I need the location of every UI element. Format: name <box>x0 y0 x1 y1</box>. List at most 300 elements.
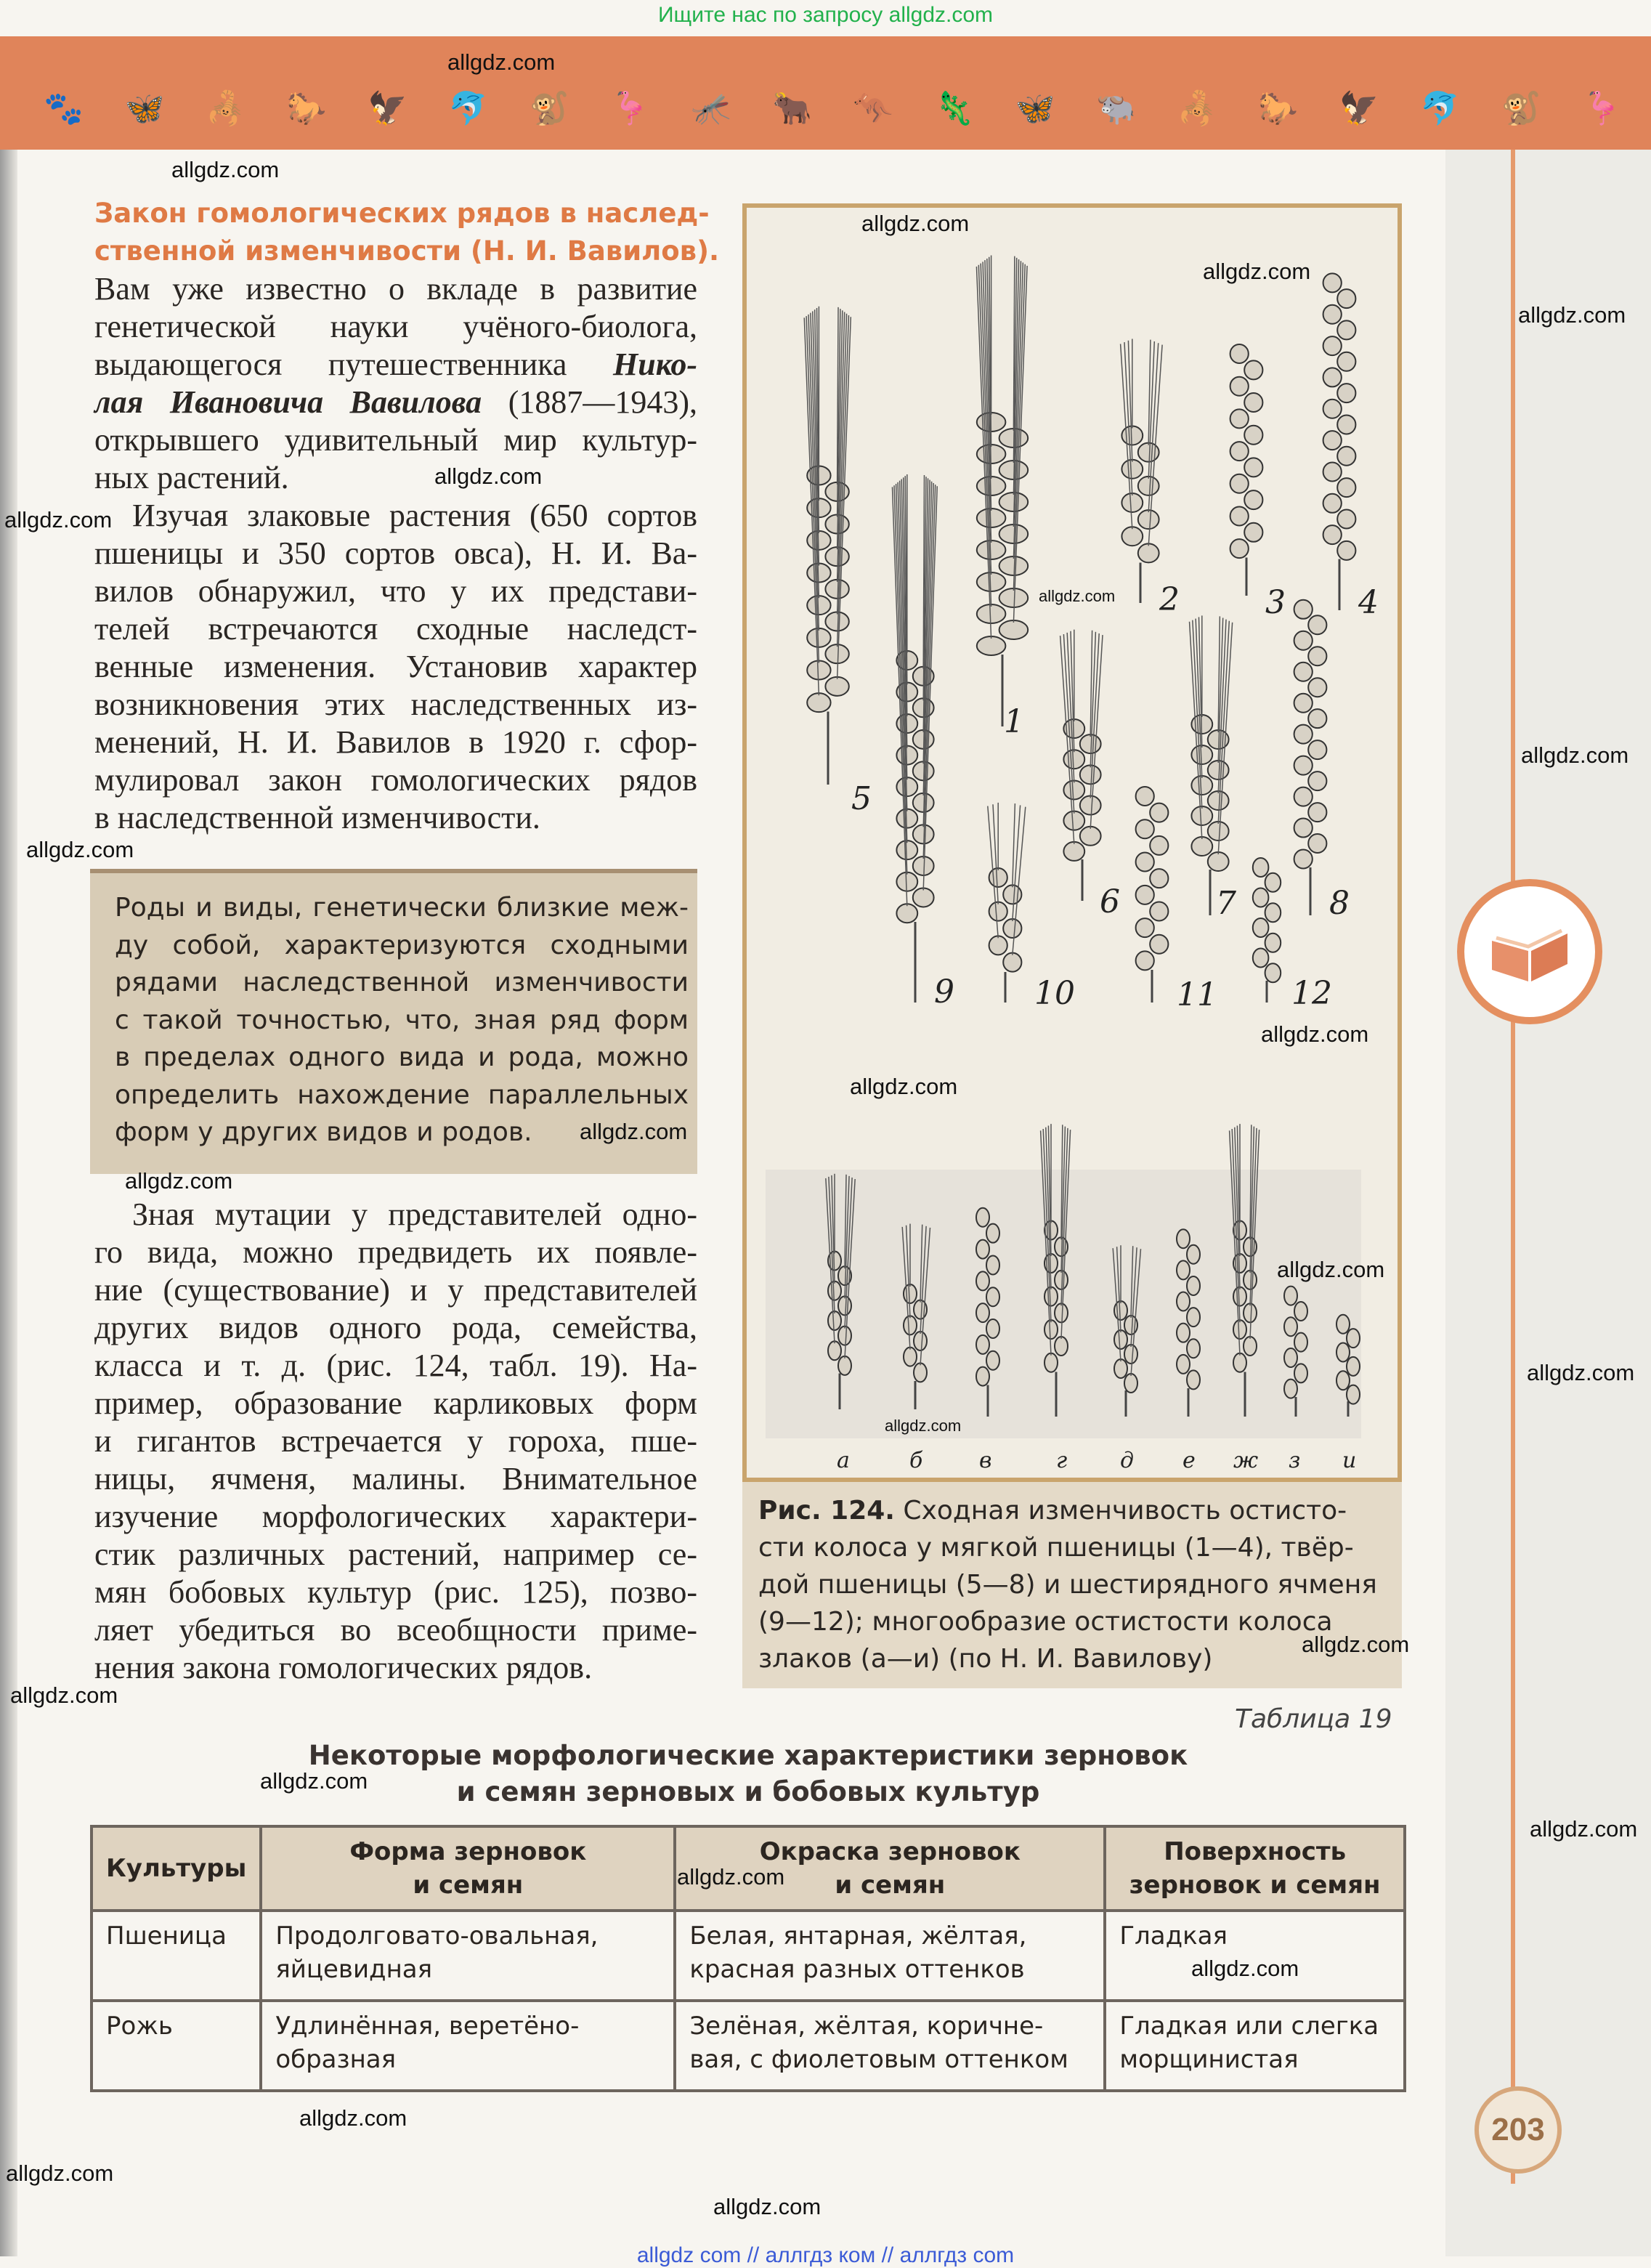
text-line: венные изменения. Установив характер <box>94 649 697 684</box>
animal-silhouettes-icon: 🐾 🦋 🦂 🐎 🦅 🐬 🐒 🦩 🦟 🐂 🦘 🦎 🦋 🐃 🦂 🐎 🦅 🐬 🐒 🦩 <box>44 91 1622 126</box>
watermark: allgdz.com <box>1039 587 1116 605</box>
spikelet <box>1253 858 1269 877</box>
spikelet <box>1136 951 1154 970</box>
spikelet <box>986 1287 999 1306</box>
spike-number-label: 11 <box>1177 976 1217 1013</box>
text-line: ляет убедиться во всеобщности приме- <box>94 1612 697 1648</box>
spikelet <box>1136 787 1154 806</box>
spikelet <box>1253 888 1269 907</box>
spikelet <box>1265 963 1281 982</box>
spikelet <box>1208 822 1229 841</box>
spikelet <box>1136 918 1154 937</box>
spikelet <box>1063 842 1084 861</box>
spikelet <box>1294 694 1313 713</box>
text-line: стик различных растений, например се- <box>94 1536 697 1572</box>
spikelet <box>1136 853 1154 872</box>
text-line: ницы, ячменя, малины. Внимательное <box>94 1461 697 1497</box>
margin-line <box>1511 150 1515 2184</box>
table-row <box>92 2001 1405 2091</box>
spike-number-label: 5 <box>851 780 872 817</box>
spikelet <box>1114 1301 1127 1320</box>
spikelet <box>976 1303 989 1322</box>
spikelet <box>1294 1333 1307 1352</box>
spikelet <box>1308 803 1326 822</box>
spikelet <box>1323 400 1342 418</box>
page-number: 203 <box>1474 2086 1562 2174</box>
text-line: других видов одного рода, семейства, <box>94 1310 697 1345</box>
spikelet <box>999 588 1029 607</box>
spikelet <box>1187 1339 1200 1358</box>
spikelet <box>1150 869 1168 888</box>
text-line: ных растений. <box>94 460 289 495</box>
spikelet <box>1055 1303 1068 1322</box>
watermark: allgdz.com <box>850 1074 958 1099</box>
spikelet <box>989 936 1007 955</box>
spikelet <box>904 1348 917 1366</box>
spikelet <box>977 604 1006 623</box>
spikelet <box>1230 442 1249 461</box>
watermark: allgdz.com <box>1261 1021 1369 1047</box>
spikelet <box>1121 493 1143 512</box>
spikelet <box>1284 1287 1297 1305</box>
spikelet <box>1233 1287 1246 1306</box>
table-cell: Пшеница <box>92 1911 261 2001</box>
footer-links[interactable]: allgdz com // аллгдз ком // аллгдз com <box>636 2243 1015 2267</box>
spikelet <box>1187 1245 1200 1264</box>
spikelet <box>1177 1229 1190 1248</box>
spikelet <box>1230 409 1249 428</box>
spikelet <box>1063 750 1084 769</box>
text-line: изучение морфологических характери- <box>94 1499 697 1534</box>
spikelet <box>1150 836 1168 855</box>
spikelet <box>1284 1317 1297 1336</box>
spikelet <box>1337 320 1355 339</box>
spikelet <box>986 1224 999 1243</box>
letter-label: з <box>1289 1448 1301 1473</box>
caption-line: дой пшеницы (5—8) и шестирядного ячменя <box>758 1570 1377 1600</box>
spikelet <box>1347 1357 1360 1376</box>
spikelet <box>1294 819 1313 838</box>
spikelet <box>1177 1260 1190 1279</box>
spikelet <box>1044 1287 1058 1306</box>
spikelet <box>1150 803 1168 822</box>
spikelet <box>914 1332 927 1350</box>
spikelet <box>1347 1329 1360 1348</box>
spikelet <box>1044 1353 1058 1372</box>
watermark: allgdz.com <box>1191 1956 1299 1981</box>
letter-label: д <box>1120 1448 1135 1473</box>
watermark: allgdz.com <box>10 1682 118 1708</box>
watermark: allgdz.com <box>861 211 970 236</box>
top-note: Ищите нас по запросу allgdz.com <box>657 3 994 27</box>
watermark: allgdz.com <box>1302 1632 1410 1657</box>
spikelet <box>825 677 848 696</box>
spikelet <box>896 809 917 828</box>
spikelet <box>1337 447 1355 466</box>
watermark: allgdz.com <box>580 1119 688 1144</box>
spikelet <box>807 628 830 647</box>
spikelet <box>1208 852 1229 871</box>
spikelet <box>1055 1337 1068 1356</box>
spikelet <box>1323 494 1342 513</box>
spike-number-label: 10 <box>1034 975 1075 1012</box>
text-line: в пределах одного вида и рода, можно <box>115 1042 689 1072</box>
spikelet <box>1191 806 1212 825</box>
spikelet <box>1187 1276 1200 1295</box>
spikelet <box>904 1316 917 1335</box>
spikelet <box>1138 477 1159 495</box>
watermark: allgdz.com <box>6 2160 114 2186</box>
text-line: мулировал закон гомологических рядов <box>94 762 697 798</box>
table-cell: Гладкая <box>1105 1911 1405 2001</box>
paragraph-3 <box>94 1196 697 1687</box>
spikelet <box>976 1367 989 1386</box>
spikelet <box>1124 1345 1137 1364</box>
column-header: Культуры <box>92 1826 261 1911</box>
wheat-spikes-illustration <box>747 208 1398 1478</box>
text-line: открывшего удивительный мир культур- <box>94 422 697 458</box>
watermark: allgdz.com <box>1277 1257 1385 1282</box>
watermark: allgdz.com <box>1518 302 1626 328</box>
awn <box>993 804 998 904</box>
spikelet <box>1294 600 1313 619</box>
spikelet <box>896 904 917 923</box>
spikelet <box>1337 289 1355 308</box>
text-line: пример, образование карликовых форм <box>94 1385 697 1421</box>
spike-number-label: 6 <box>1100 883 1120 920</box>
spikelet <box>1244 523 1262 542</box>
text-line: Роды и виды, генетически близкие меж- <box>115 893 689 923</box>
watermark: allgdz.com <box>1530 1816 1638 1842</box>
page-edge <box>0 150 17 2256</box>
spikelet <box>1177 1355 1190 1374</box>
spikelet <box>828 1281 841 1300</box>
spikelet <box>838 1327 851 1345</box>
title-line: и семян зерновых и бобовых культур <box>456 1776 1040 1807</box>
spikelet <box>1323 462 1342 481</box>
spikelet <box>913 856 934 875</box>
section-heading <box>94 195 720 270</box>
spikelet <box>1265 933 1281 952</box>
spikelet <box>1337 384 1355 402</box>
spikelet <box>1244 458 1262 477</box>
spikelet <box>1294 787 1313 806</box>
spikelet <box>1230 506 1249 525</box>
spikelet <box>1244 490 1262 509</box>
spikelet <box>1233 1353 1246 1372</box>
column-header: Форма зерновок и семян <box>261 1826 675 1911</box>
watermark: allgdz.com <box>26 837 134 862</box>
spikelet <box>1080 827 1101 846</box>
spikelet <box>986 1351 999 1370</box>
spikelet <box>1003 953 1021 972</box>
spikelet <box>1233 1320 1246 1339</box>
spikelet <box>989 902 1007 921</box>
spikelet <box>1336 1371 1350 1390</box>
spikelet <box>1208 791 1229 810</box>
spikelet <box>1124 1374 1137 1393</box>
text-line: определить нахождение параллельных <box>115 1080 689 1110</box>
spikelet <box>1308 647 1326 665</box>
figure-124 <box>742 203 1402 1482</box>
spikelet <box>896 841 917 859</box>
spikelet <box>1114 1359 1127 1378</box>
spikelet <box>1284 1380 1297 1398</box>
spikelet <box>977 540 1006 559</box>
letter-label: б <box>909 1448 923 1473</box>
spikelet <box>976 1335 989 1354</box>
spikelet <box>1177 1324 1190 1342</box>
spikelet <box>1208 761 1229 779</box>
spikelet <box>1244 393 1262 412</box>
spikelet <box>1121 426 1143 445</box>
text-line: ду собой, характеризуются сходными <box>115 930 689 960</box>
spikelet <box>1136 819 1154 838</box>
spike-number-label: 7 <box>1216 885 1236 922</box>
table-cell: Гладкая или слегка морщинистая <box>1105 2001 1405 2091</box>
table-label: Таблица 19 <box>1235 1704 1392 1734</box>
watermark: allgdz.com <box>299 2105 407 2131</box>
text-line: Вам уже известно о вкладе в развитие <box>94 271 697 307</box>
spikelet <box>1150 902 1168 920</box>
spikelet <box>999 556 1029 575</box>
spikelet <box>1063 780 1084 799</box>
text-line: менений, Н. И. Вавилов в 1920 г. сфор- <box>94 724 697 760</box>
text-line: го вида, можно предвидеть их появле- <box>94 1234 697 1270</box>
text-line: телей встречаются сходные наследст- <box>94 611 697 647</box>
watermark: allgdz.com <box>677 1864 785 1890</box>
caption-label: Рис. 124. <box>758 1496 895 1526</box>
open-book-icon <box>1457 879 1602 1024</box>
spike-number-label: 2 <box>1159 581 1180 618</box>
spikelet <box>838 1296 851 1315</box>
spikelet <box>1187 1308 1200 1327</box>
name-fragment: лая Ивановича Вавилова <box>94 384 482 420</box>
caption-line: сти колоса у мягкой пшеницы (1—4), твёр- <box>758 1533 1354 1563</box>
spikelet <box>828 1311 841 1330</box>
spikelet <box>1336 1315 1350 1334</box>
text-line: нения закона гомологических рядов. <box>94 1650 593 1685</box>
text-line: класса и т. д. (рис. 124, табл. 19). На- <box>94 1348 697 1383</box>
spikelet <box>1308 834 1326 853</box>
caption-line: (9—12); многообразие остистости колоса <box>758 1607 1333 1637</box>
spikelet <box>1265 903 1281 922</box>
spikelet <box>1150 935 1168 954</box>
spikelet <box>1294 1302 1307 1321</box>
column-header: Окраска зерновок и семян <box>675 1826 1105 1911</box>
watermark: allgdz.com <box>4 507 113 532</box>
text-line: в наследственной изменчивости. <box>94 800 540 835</box>
text-line: возникновения этих наследственных из- <box>94 687 697 722</box>
spikelet <box>1308 771 1326 790</box>
spikelet <box>1191 837 1212 856</box>
spikelet <box>1336 1343 1350 1362</box>
spikelet <box>986 1319 999 1338</box>
letter-label: г <box>1056 1448 1068 1473</box>
spikelet <box>1323 368 1342 386</box>
spike-number-label: 3 <box>1265 584 1286 621</box>
spikelet <box>825 580 848 599</box>
spikelet <box>976 1208 989 1227</box>
spikelet <box>1191 776 1212 795</box>
text-line: вилов обнаружил, что у их представи- <box>94 573 697 609</box>
spikelet <box>1138 543 1159 562</box>
caption-line: Сходная изменчивость остисто- <box>894 1496 1347 1526</box>
spikelet <box>1323 273 1342 292</box>
watermark: allgdz.com <box>125 1168 233 1194</box>
spikelet <box>807 661 830 680</box>
watermark: allgdz.com <box>1521 742 1629 768</box>
spike-number-label: 4 <box>1358 584 1379 621</box>
watermark: allgdz.com <box>885 1417 962 1435</box>
spikelet <box>896 872 917 891</box>
watermark: allgdz.com <box>1527 1360 1635 1385</box>
spikelet <box>1230 344 1249 363</box>
spikelet <box>1308 615 1326 634</box>
spikelet <box>1337 415 1355 434</box>
spikelet <box>825 644 848 663</box>
name-fragment: Нико- <box>613 347 697 382</box>
spikelet <box>1138 510 1159 529</box>
spikelet <box>1294 1364 1307 1382</box>
spikelet <box>1080 765 1101 784</box>
spikelet <box>1323 431 1342 450</box>
spikelet <box>1055 1271 1068 1289</box>
watermark: allgdz.com <box>260 1768 368 1794</box>
spikelet <box>977 572 1006 591</box>
spikelet <box>1114 1330 1127 1349</box>
spikelet <box>1003 919 1021 938</box>
paragraph-2 <box>94 497 697 837</box>
watermark: allgdz.com <box>434 463 543 489</box>
letter-label: ж <box>1233 1448 1259 1473</box>
spikelet <box>1347 1385 1360 1404</box>
spikelet <box>807 693 830 712</box>
text-line: Изучая злаковые растения (650 сортов <box>132 498 697 533</box>
spikelet <box>1230 377 1249 396</box>
spikelet <box>986 1255 999 1274</box>
spikelet <box>1308 740 1326 759</box>
spikelet <box>1230 539 1249 558</box>
spikelet <box>1294 663 1313 681</box>
awn <box>1013 803 1015 887</box>
spikelet <box>1136 886 1154 904</box>
spikelet <box>904 1284 917 1303</box>
spikelet <box>807 596 830 615</box>
title-line: Некоторые морфологические характеристики зерновок <box>308 1740 1188 1771</box>
text-line <box>94 346 697 384</box>
paragraph-1 <box>94 270 697 497</box>
letter-label: е <box>1183 1448 1196 1473</box>
letter-label: в <box>979 1448 992 1473</box>
spikelet <box>1284 1348 1297 1367</box>
spikelet <box>1177 1292 1190 1311</box>
spikelet <box>1337 509 1355 528</box>
text-line: рядами наследственной изменчивости <box>115 968 689 997</box>
spikelet <box>1294 756 1313 775</box>
table-cell: Белая, янтарная, жёлтая, красная разных оттенков <box>675 1911 1105 2001</box>
spikelet <box>989 868 1007 887</box>
spikelet <box>1244 360 1262 379</box>
spikelet <box>1121 460 1143 479</box>
heading-line: Закон гомологических рядов в наслед- <box>94 198 710 229</box>
table-cell: Продолговато-овальная, яйцевидная <box>261 1911 675 2001</box>
text-line: ние (существование) и у представителей <box>94 1272 697 1308</box>
spikelet <box>1080 796 1101 815</box>
spike-number-label: 8 <box>1329 885 1350 922</box>
watermark: allgdz.com <box>1203 259 1311 284</box>
text-line: генетической науки учёного-биолога, <box>94 309 697 344</box>
table-cell: Рожь <box>92 2001 261 2091</box>
spikelet <box>1044 1320 1058 1339</box>
spikelet <box>1294 850 1313 869</box>
years: (1887—1943), <box>482 384 697 420</box>
letter-label: и <box>1342 1448 1357 1473</box>
spikelet <box>838 1356 851 1375</box>
watermark: allgdz.com <box>171 157 280 182</box>
column-header: Поверхность зерновок и семян <box>1105 1826 1405 1911</box>
spike-number-label: 1 <box>1004 703 1024 740</box>
table-cell: Удлинённая, веретёно- образная <box>261 2001 675 2091</box>
text-line: форм у других видов и родов. <box>115 1117 532 1147</box>
spikelet <box>1294 631 1313 650</box>
spikelet <box>1337 541 1355 560</box>
spikelet <box>914 1363 927 1382</box>
text-line: с такой точностью, что, зная ряд форм <box>115 1005 689 1035</box>
spikelet <box>1265 873 1281 892</box>
text-line <box>94 384 697 421</box>
decorative-band <box>0 36 1651 150</box>
spikelet <box>1253 918 1269 937</box>
letter-label: а <box>837 1448 850 1473</box>
spikelet <box>1121 527 1143 546</box>
spikelet <box>1294 725 1313 744</box>
spikelet <box>1230 474 1249 493</box>
text-line: мян бобовых культур (рис. 125), позво- <box>94 1574 697 1610</box>
spikelet <box>1308 678 1326 697</box>
spikelet <box>1191 745 1212 764</box>
spikelet <box>999 620 1029 639</box>
heading-line: ственной изменчивости (Н. И. Вавилов). <box>94 235 720 267</box>
spikelet <box>1337 478 1355 497</box>
spikelet <box>999 525 1029 543</box>
text-line: пшеницы и 350 сортов овса), Н. И. Ва- <box>94 535 697 571</box>
spikelet <box>1187 1370 1200 1389</box>
spikelet <box>1323 336 1342 355</box>
text-line: Зная мутации у представителей одно- <box>132 1196 697 1232</box>
right-margin <box>1445 150 1651 2256</box>
spikelet <box>977 636 1006 655</box>
text-line: и гигантов встречается у гороха, пше- <box>94 1423 697 1459</box>
spikelet <box>913 888 934 907</box>
spikelet <box>976 1240 989 1259</box>
text-fragment: выдающегося путешественника <box>94 347 614 382</box>
spikelet <box>1323 525 1342 544</box>
spike-number-label: 9 <box>934 973 954 1011</box>
spikelet <box>1244 426 1262 445</box>
spike-number-label: 12 <box>1291 975 1332 1012</box>
spikelet <box>1323 305 1342 324</box>
spikelet <box>1253 949 1269 968</box>
spikelet <box>1244 1337 1257 1356</box>
spikelet <box>825 612 848 631</box>
table-cell: Зелёная, жёлтая, коричне- вая, с фиолетовым оттенком <box>675 2001 1105 2091</box>
spikelet <box>913 825 934 843</box>
spikelet <box>1080 734 1101 753</box>
caption-line: злаков (а—и) (по Н. И. Вавилову) <box>758 1644 1213 1674</box>
spikelet <box>1244 1271 1257 1289</box>
spikelet <box>976 1271 989 1290</box>
